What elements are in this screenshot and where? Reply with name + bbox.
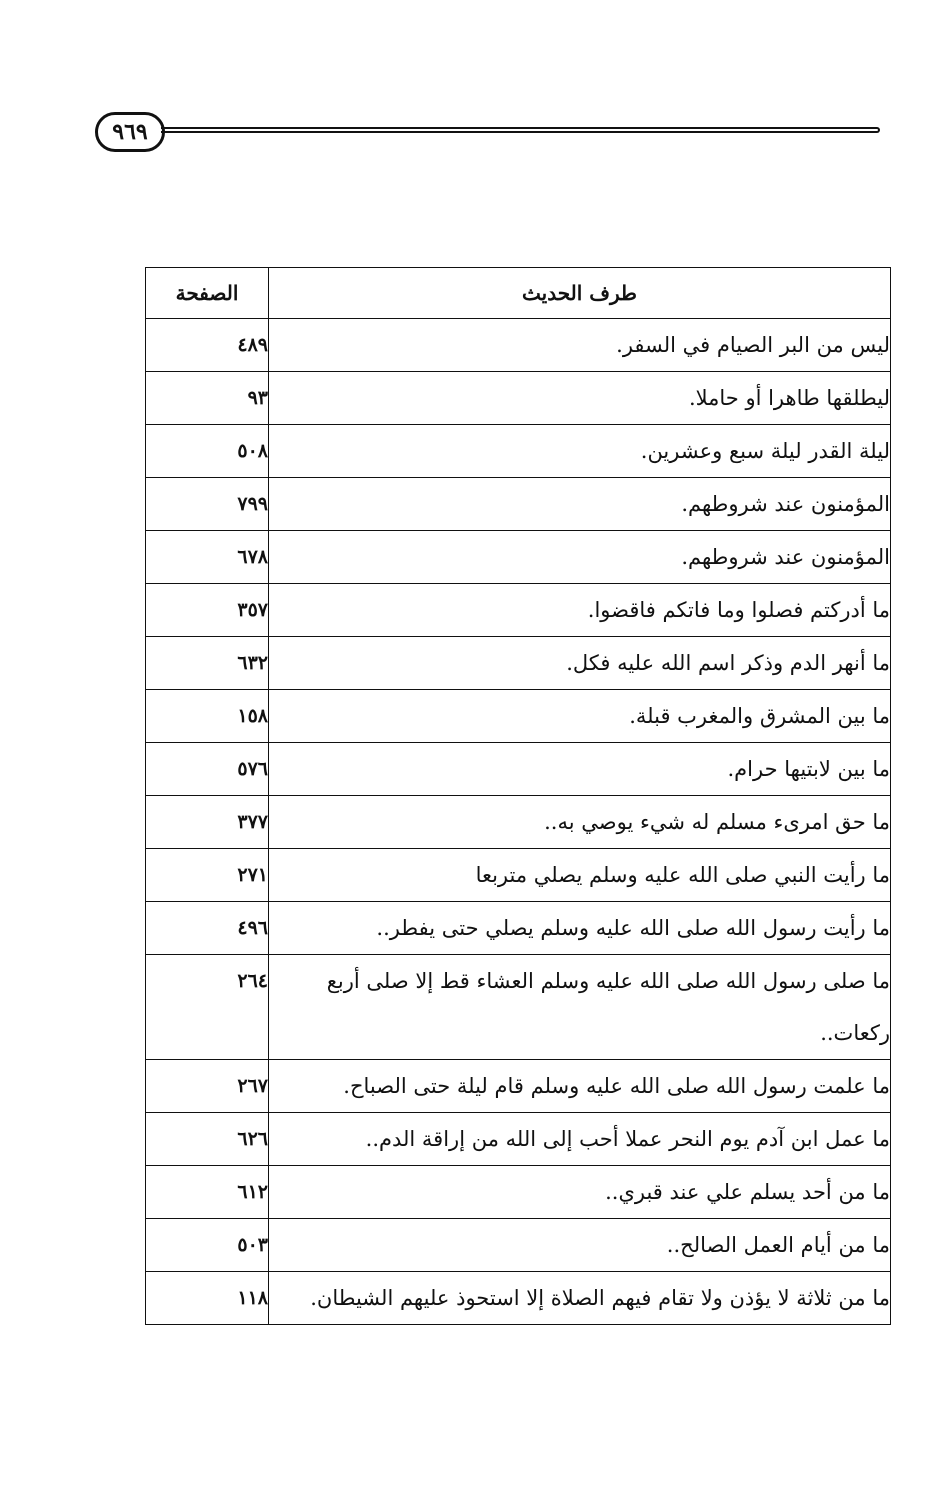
page-ref: ٤٨٩	[146, 319, 269, 372]
page-ref: ٦٣٢	[146, 637, 269, 690]
table-row	[146, 1219, 891, 1272]
table-row	[146, 1060, 891, 1113]
page-ref: ٥٧٦	[146, 743, 269, 796]
page-ref: ٥٠٨	[146, 425, 269, 478]
table-row	[146, 902, 891, 955]
table-row	[146, 1166, 891, 1219]
table-row	[146, 372, 891, 425]
page-header	[95, 112, 880, 158]
hadith-text: ما من ثلاثة لا يؤذن ولا تقام فيهم الصلاة إلا استحوذ عليهم الشيطان.	[269, 1272, 891, 1325]
hadith-text: ما صلى رسول الله صلى الله عليه وسلم العشاء قط إلا صلى أربع ركعات..	[269, 955, 891, 1060]
hadith-text: ليس من البر الصيام في السفر.	[269, 319, 891, 372]
table-row	[146, 319, 891, 372]
page-ref: ٤٩٦	[146, 902, 269, 955]
table-row	[146, 955, 891, 1060]
hadith-text: ما بين لابتيها حرام.	[269, 743, 891, 796]
table-row	[146, 690, 891, 743]
table-header-row	[146, 268, 891, 319]
table-row	[146, 478, 891, 531]
table-row	[146, 425, 891, 478]
hadith-text: ما رأيت رسول الله صلى الله عليه وسلم يصلي حتى يفطر..	[269, 902, 891, 955]
hadith-text: ما من أيام العمل الصالح..	[269, 1219, 891, 1272]
page-ref: ٢٦٧	[146, 1060, 269, 1113]
hadith-text: ما من أحد يسلم علي عند قبري..	[269, 1166, 891, 1219]
page-ref: ٦١٢	[146, 1166, 269, 1219]
page-ref: ٣٧٧	[146, 796, 269, 849]
hadith-text: ما رأيت النبي صلى الله عليه وسلم يصلي متربعا	[269, 849, 891, 902]
header-rule	[161, 127, 880, 133]
table-row	[146, 1113, 891, 1166]
page-ref: ٦٧٨	[146, 531, 269, 584]
page-ref: ٥٠٣	[146, 1219, 269, 1272]
hadith-text: المؤمنون عند شروطهم.	[269, 478, 891, 531]
page-ref: ٧٩٩	[146, 478, 269, 531]
page-ref: ١١٨	[146, 1272, 269, 1325]
header-page: الصفحة	[146, 268, 269, 319]
page-ref: ٦٢٦	[146, 1113, 269, 1166]
table-row	[146, 1272, 891, 1325]
table-row	[146, 584, 891, 637]
table-row	[146, 796, 891, 849]
hadith-text: ليلة القدر ليلة سبع وعشرين.	[269, 425, 891, 478]
page-ref: ٩٣	[146, 372, 269, 425]
page-ref: ٢٦٤	[146, 955, 269, 1060]
hadith-text: ما أنهر الدم وذكر اسم الله عليه فكل.	[269, 637, 891, 690]
page-ref: ٣٥٧	[146, 584, 269, 637]
page-ref: ٢٧١	[146, 849, 269, 902]
page-number-badge: ٩٦٩	[95, 112, 165, 152]
hadith-text: ما عمل ابن آدم يوم النحر عملا أحب إلى الله من إراقة الدم..	[269, 1113, 891, 1166]
hadith-text: المؤمنون عند شروطهم.	[269, 531, 891, 584]
hadith-text: ليطلقها طاهرا أو حاملا.	[269, 372, 891, 425]
table-row	[146, 637, 891, 690]
table-row	[146, 743, 891, 796]
hadith-text: ما حق امرىء مسلم له شيء يوصي به..	[269, 796, 891, 849]
hadith-text: ما بين المشرق والمغرب قبلة.	[269, 690, 891, 743]
header-hadith-text: طرف الحديث	[269, 268, 891, 319]
table-row	[146, 531, 891, 584]
page-ref: ١٥٨	[146, 690, 269, 743]
hadith-index-table	[145, 267, 891, 1325]
hadith-text: ما علمت رسول الله صلى الله عليه وسلم قام ليلة حتى الصباح.	[269, 1060, 891, 1113]
table-row	[146, 849, 891, 902]
hadith-text: ما أدركتم فصلوا وما فاتكم فاقضوا.	[269, 584, 891, 637]
